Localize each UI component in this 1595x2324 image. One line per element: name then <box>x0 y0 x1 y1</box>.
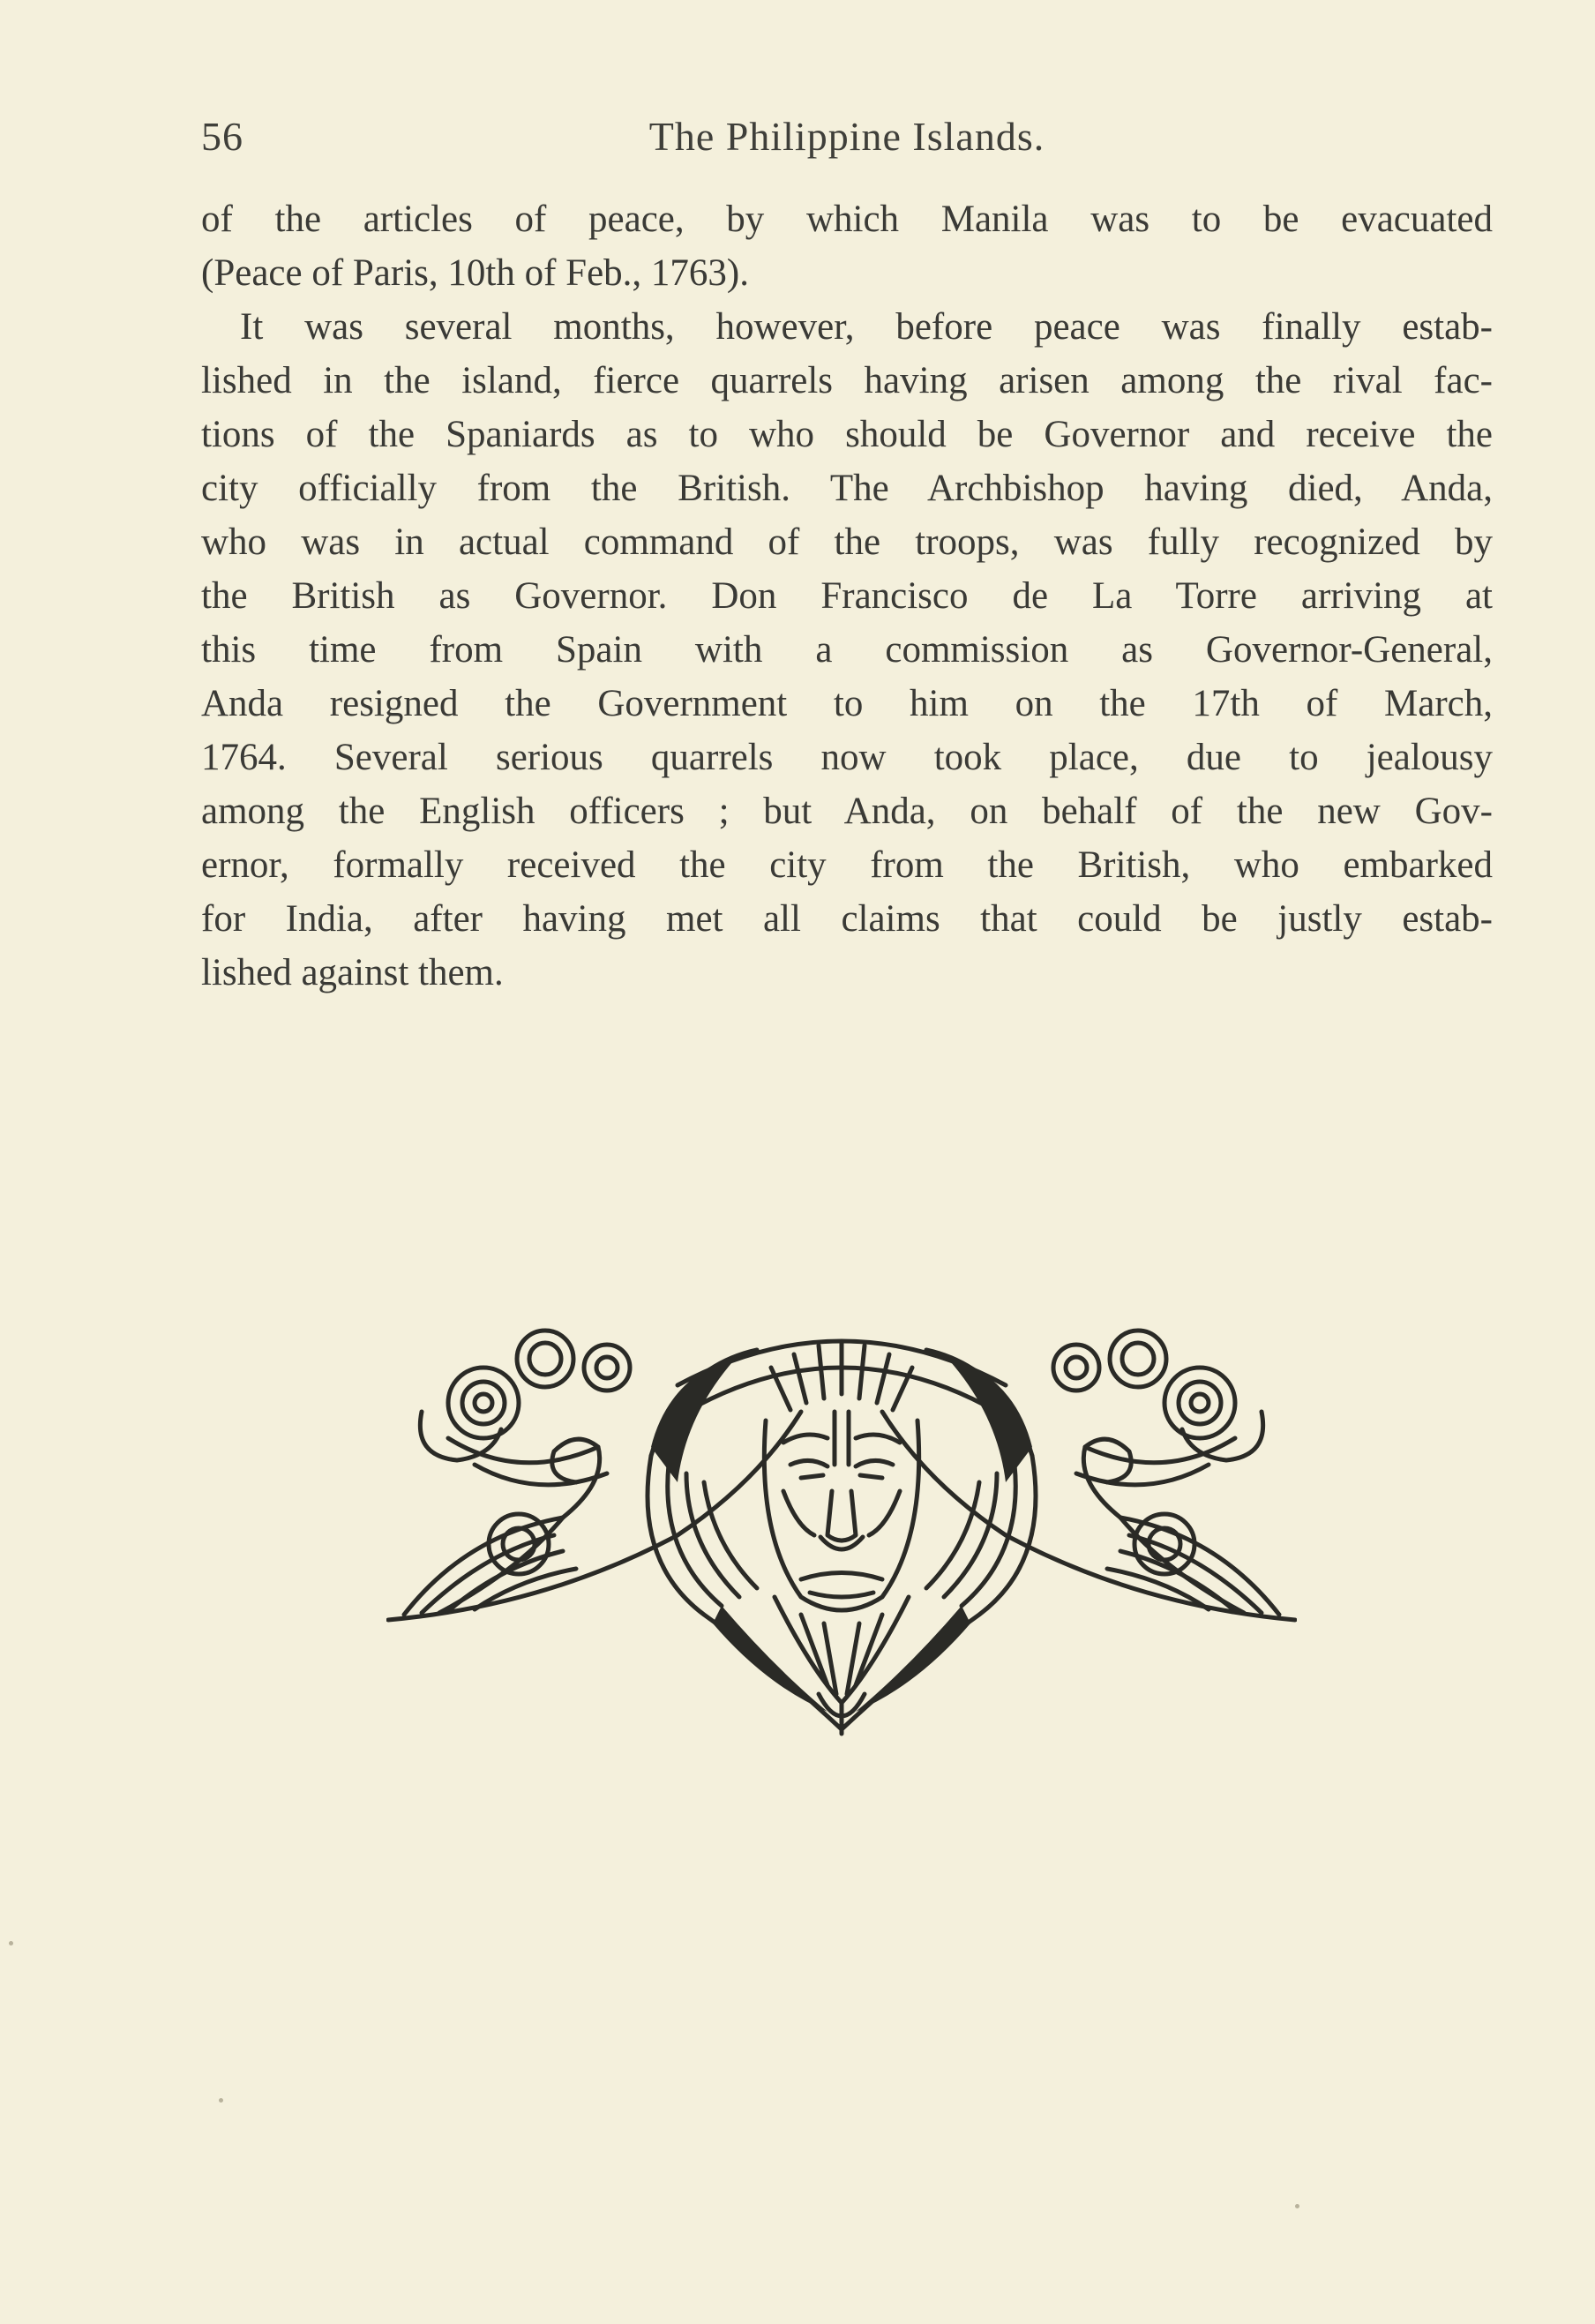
text-line: lished against them. <box>201 952 504 993</box>
paper-speck <box>219 2098 223 2103</box>
text-line: tions of the Spaniards as to who should be Governor and receive the <box>201 414 1493 455</box>
text-line: among the English officers ; but Anda, on behalf of the new Gov- <box>201 791 1493 832</box>
body-text <box>201 192 1493 1000</box>
text-line: this time from Spain with a commission as Governor-General, <box>201 629 1493 671</box>
text-line: city officially from the British. The Archbishop having died, Anda, <box>201 468 1493 509</box>
lion-mask-tailpiece-icon <box>386 1315 1297 1738</box>
text-line: Anda resigned the Government to him on the 17th of March, <box>201 683 1493 724</box>
text-line: ernor, formally received the city from the British, who embarked <box>201 844 1493 886</box>
text-line: the British as Governor. Don Francisco de La Torre arriving at <box>201 575 1493 617</box>
text-line: of the articles of peace, by which Manila was to be evacuated <box>201 199 1493 240</box>
text-line: It was several months, however, before peace was finally estab- <box>240 306 1493 348</box>
page-number: 56 <box>201 114 243 159</box>
paper-speck <box>1295 2204 1299 2208</box>
text-line: (Peace of Paris, 10th of Feb., 1763). <box>201 252 749 294</box>
text-line: lished in the island, fierce quarrels having arisen among the rival fac- <box>201 360 1493 401</box>
running-title: The Philippine Islands. <box>648 114 1045 159</box>
text-line: 1764. Several serious quarrels now took place, due to jealousy <box>201 737 1493 778</box>
running-head <box>201 113 1493 166</box>
paper-speck <box>9 1941 13 1945</box>
text-line: for India, after having met all claims that could be justly estab- <box>201 898 1493 940</box>
text-line: who was in actual command of the troops, was fully recognized by <box>201 521 1493 563</box>
